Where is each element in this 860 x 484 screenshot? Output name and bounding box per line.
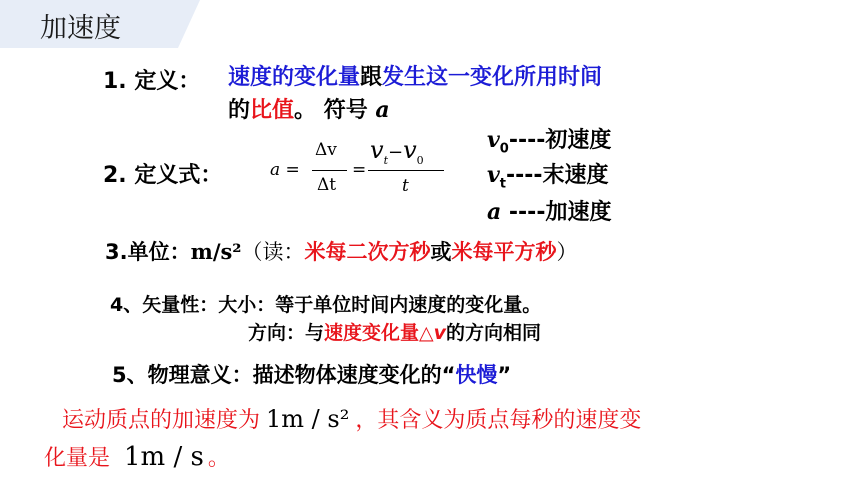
formula-lhs: a = — [270, 160, 300, 180]
formula-numerator: $v_t-v_0$ — [370, 136, 424, 167]
definition-symbol-label: 。 符号 — [294, 98, 368, 123]
legend-a: a ----加速度 — [487, 199, 612, 225]
formula-dt: Δt — [317, 175, 337, 195]
vector-line1: 4、矢量性：大小：等于单位时间内速度的变化量。 — [110, 294, 542, 316]
definition-velocity-change: 速度的变化量 — [228, 65, 361, 90]
definition-label: 1. 定义： — [103, 69, 201, 94]
example-math-1: 1m / s² — [266, 405, 350, 433]
unit-read-2: 米每平方秒 — [451, 240, 557, 264]
definition-and: 跟 — [360, 65, 383, 90]
example-math-2: 1m / s — [124, 442, 204, 472]
formula-fraction-bar-1 — [312, 170, 347, 171]
vector-line2: 方向：与速度变化量△v的方向相同 — [248, 322, 542, 344]
formula-eq2: = — [352, 160, 367, 180]
example-line2: 化量是 1m / s 。 — [44, 442, 230, 472]
formula-label: 2. 定义式： — [103, 163, 223, 188]
vector-dv-symbol: △v — [419, 322, 447, 344]
meaning-speed-word: 快慢 — [455, 363, 498, 387]
definition-time: 发生这一变化所用时间 — [382, 65, 603, 90]
definition-line2 — [228, 93, 390, 124]
definition-symbol: a — [375, 97, 390, 123]
definition-ratio: 比值 — [250, 98, 295, 123]
definition-of: 的 — [228, 98, 251, 123]
example-line1: 运动质点的加速度为 1m / s² ，其含义为质点每秒的速度变 — [62, 405, 642, 433]
legend-v0: $v_0----$初速度 — [487, 127, 612, 157]
formula-dv: Δv — [315, 140, 337, 160]
legend-vt: $v_t----$末速度 — [487, 162, 609, 192]
unit-line: 3.单位：m/s²（读：米每二次方秒或米每平方秒） — [105, 239, 578, 264]
definition-line1 — [228, 60, 602, 91]
page-title: 加速度 — [40, 13, 121, 44]
formula-fraction-bar-2 — [368, 170, 444, 171]
meaning-line: 5、物理意义：描述物体速度变化的“快慢” — [112, 363, 512, 387]
formula-denominator: t — [402, 176, 409, 196]
unit-read-1: 米每二次方秒 — [304, 240, 431, 264]
unit-value: m/s² — [190, 239, 242, 264]
